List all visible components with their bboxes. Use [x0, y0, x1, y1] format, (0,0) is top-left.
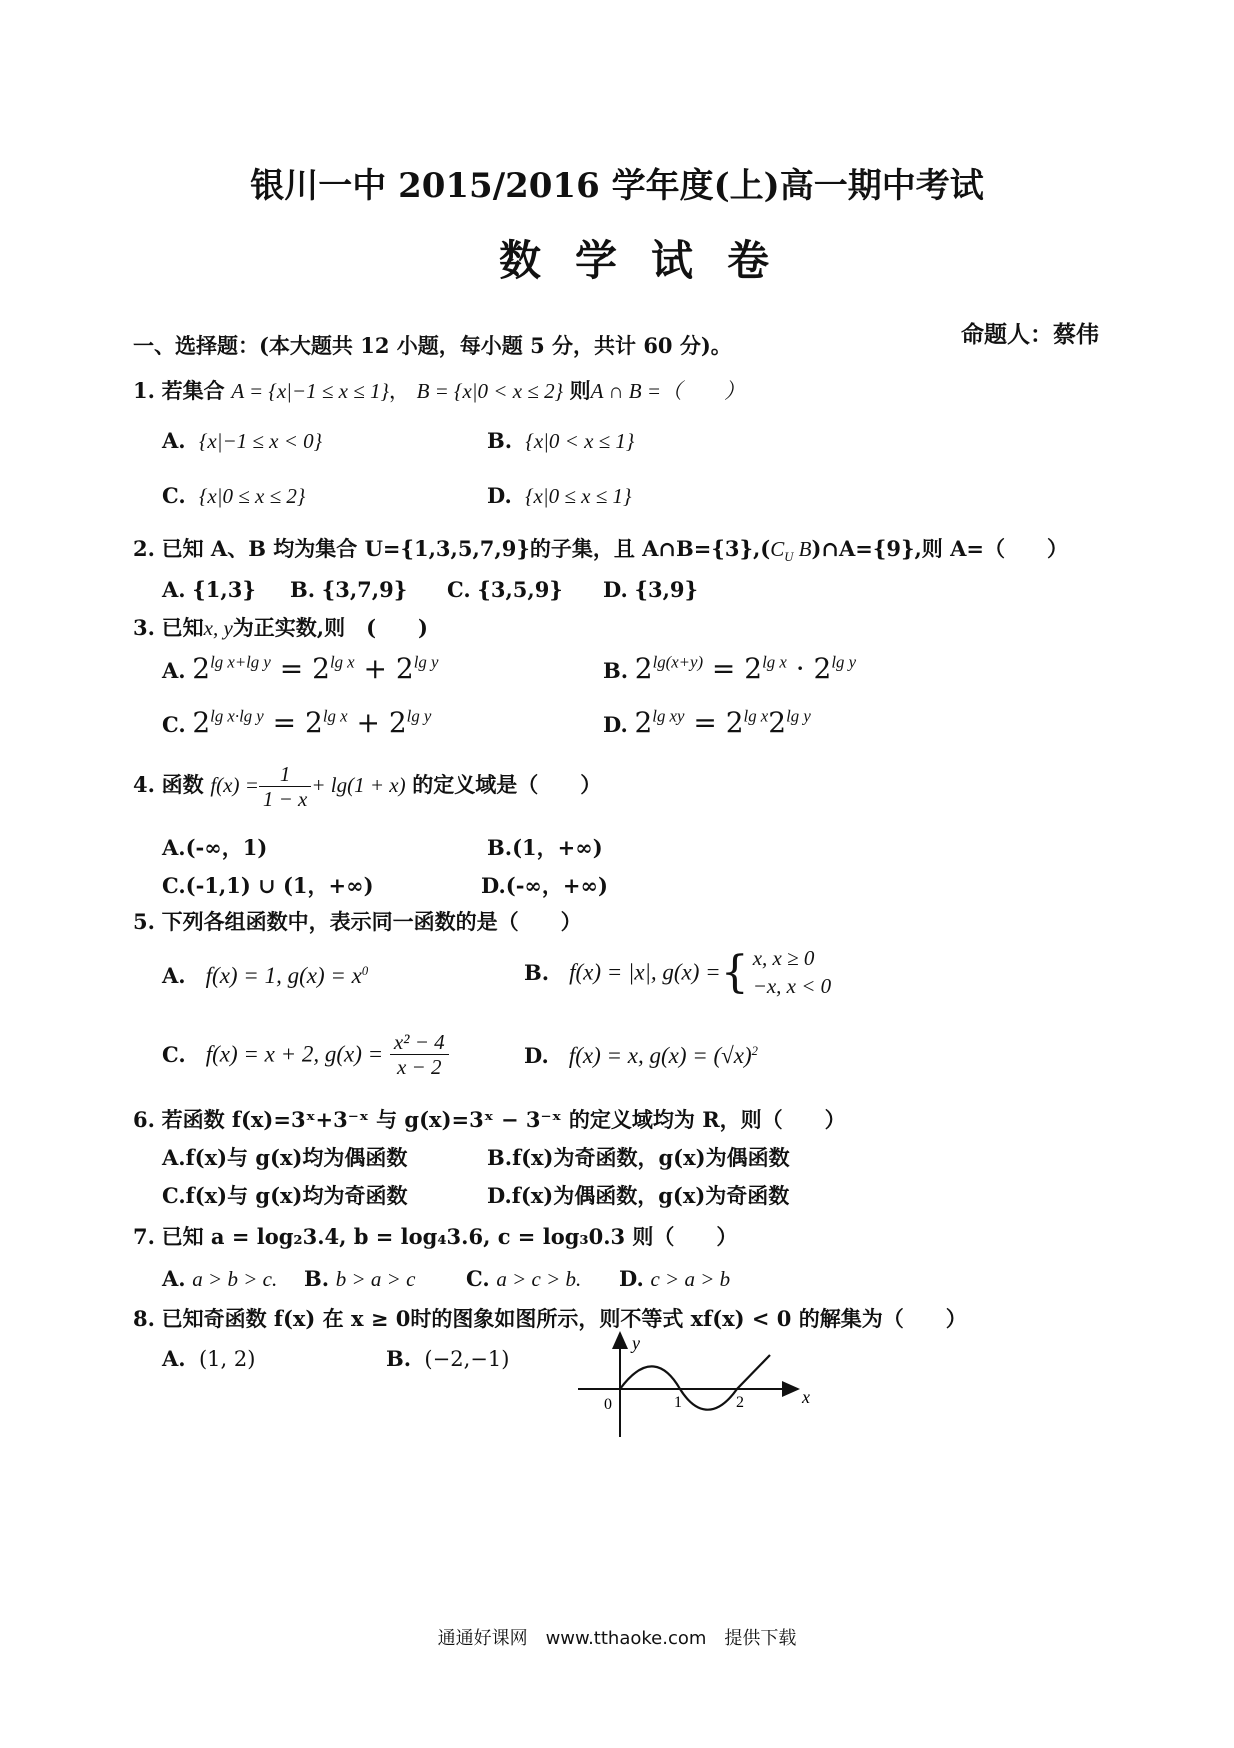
- question-number: 3.: [133, 615, 155, 640]
- q6-option-b: [487, 1142, 790, 1172]
- option-letter: D.: [524, 1043, 549, 1068]
- author-name: 蔡伟: [1053, 321, 1099, 348]
- option-text: {3,5,9}: [477, 577, 563, 602]
- q1-option-a: [162, 428, 322, 454]
- option-letter: C.: [162, 483, 186, 508]
- option-text: f(x) = x + 2, g(x) =: [205, 1041, 384, 1067]
- option-letter: A.: [162, 963, 186, 988]
- q2-option-b: [290, 577, 407, 602]
- question-3: [133, 612, 428, 642]
- q1-set-a: A = {x|−1 ≤ x ≤ 1}: [231, 379, 389, 403]
- q1-option-c: [162, 483, 305, 509]
- question-number: 7.: [133, 1224, 155, 1249]
- option-letter: C.: [162, 1042, 186, 1068]
- tick-label-1: 1: [674, 1394, 682, 1411]
- q3-option-d: [603, 706, 811, 739]
- curve: [620, 1355, 770, 1410]
- option-text: f(x)与 g(x)均为奇函数: [185, 1183, 408, 1208]
- q8-option-a: [162, 1346, 255, 1371]
- q2-option-c: [447, 577, 563, 602]
- option-letter: D.: [481, 873, 506, 898]
- option-letter: C.: [162, 712, 186, 737]
- option-text: {x|−1 ≤ x < 0}: [198, 429, 323, 453]
- question-number: 5.: [133, 909, 155, 934]
- q3-option-b: [603, 652, 856, 685]
- q6-option-c: [162, 1180, 407, 1210]
- question-number: 2.: [133, 536, 155, 561]
- option-exponent: 2: [751, 1044, 758, 1058]
- option-formula: $2^{lg xy} = 2^{lg x}2^{lg y}$: [634, 706, 811, 739]
- question-8: [133, 1303, 967, 1333]
- q1-question: A ∩ B =（ ）: [590, 379, 746, 403]
- option-text: {3,9}: [634, 577, 699, 602]
- option-text: f(x) = 1, g(x) = x: [205, 963, 362, 988]
- piecewise: [749, 944, 831, 1001]
- option-letter: D.: [603, 577, 628, 602]
- question-number: 6.: [133, 1107, 155, 1132]
- author-line: [961, 316, 1099, 349]
- question-1: [133, 375, 745, 405]
- q1-option-b: [487, 428, 634, 454]
- q4-option-a: [162, 832, 267, 862]
- q7-option-c: [466, 1266, 581, 1292]
- q4-fraction: $\frac{1}{1 - x}$: [259, 762, 312, 811]
- q5-stem: 下列各组函数中，表示同一函数的是（ ）: [161, 909, 582, 934]
- option-formula: $2^{lg x\cdot lg y} = 2^{lg x} + 2^{lg y}$: [192, 706, 432, 739]
- option-letter: B.: [487, 1145, 513, 1170]
- option-text: f(x)为奇函数，g(x)为偶函数: [512, 1145, 790, 1170]
- option-letter: C.: [162, 1183, 186, 1208]
- option-text: f(x) = |x|, g(x) =: [569, 959, 721, 985]
- q4-option-c: [162, 870, 374, 900]
- q3-vars: x, y: [203, 616, 233, 640]
- option-letter: A.: [162, 835, 186, 860]
- q1-stem-b: 则: [569, 378, 591, 403]
- option-formula: $2^{lg(x+y)} = 2^{lg x} \cdot 2^{lg y}$: [634, 652, 857, 685]
- y-axis-label: y: [632, 1333, 640, 1353]
- option-text: (1, 2): [198, 1347, 256, 1371]
- question-6: [133, 1104, 846, 1134]
- q7-option-b: [304, 1266, 415, 1292]
- q1-sep: ，: [388, 379, 410, 403]
- q2-option-a: [162, 577, 256, 602]
- q2-complement: $C_U$ B: [770, 537, 812, 565]
- q3-option-a: [162, 652, 438, 685]
- q2-option-d: [603, 577, 698, 602]
- option-letter: B.: [487, 835, 513, 860]
- option-letter: D.: [603, 712, 628, 737]
- option-text: {1,3}: [192, 577, 256, 602]
- option-text: c > a > b: [650, 1267, 731, 1291]
- option-letter: A.: [162, 577, 186, 602]
- subject-title: 数学试卷: [498, 236, 803, 285]
- option-formula: $2^{lg x+lg y} = 2^{lg x} + 2^{lg y}$: [192, 652, 439, 685]
- q4-stem-b: 的定义域是（ ）: [412, 772, 602, 798]
- option-letter: B.: [524, 959, 550, 985]
- tick-label-2: 2: [736, 1394, 744, 1411]
- q3-stem-b: 为正实数,则 ( ): [232, 615, 428, 640]
- q2-stem-a: 已知 A、B 均为集合 U={1,3,5,7,9}的子集，且 A∩B={3},(: [161, 536, 771, 561]
- x-axis-label: x: [802, 1387, 810, 1407]
- origin-label: 0: [604, 1396, 612, 1413]
- q6-stem: 若函数 f(x)=3ˣ+3⁻ˣ 与 g(x)=3ˣ − 3⁻ˣ 的定义域均为 R，则（ ）: [161, 1107, 846, 1132]
- function-graph: [570, 1325, 830, 1445]
- option-letter: A.: [162, 1145, 186, 1170]
- q4-fx: f(x) =: [210, 773, 259, 798]
- option-text: a > b > c.: [192, 1267, 278, 1291]
- option-text: (-1,1) ∪ (1，+∞): [185, 873, 374, 898]
- option-letter: A.: [162, 658, 186, 683]
- option-text: (-∞，1): [185, 835, 268, 860]
- option-letter: C.: [162, 873, 186, 898]
- q8-option-b: [386, 1346, 509, 1371]
- option-text: {3,7,9}: [321, 577, 408, 602]
- q3-option-c: [162, 706, 431, 739]
- option-text: {x|0 ≤ x ≤ 2}: [199, 484, 306, 508]
- option-text: (-∞，+∞): [505, 873, 608, 898]
- option-letter: D.: [487, 1183, 512, 1208]
- option-letter: B.: [487, 428, 513, 453]
- option-letter: A.: [162, 1266, 186, 1291]
- option-letter: C.: [447, 577, 471, 602]
- q5-option-a: [162, 963, 368, 989]
- q7-option-d: [619, 1266, 730, 1292]
- q3-stem-a: 已知: [161, 615, 204, 640]
- option-exponent: 0: [361, 964, 369, 978]
- option-text: {x|0 < x ≤ 1}: [525, 429, 635, 453]
- exam-title: 银川一中 2015/2016 学年度(上)高一期中考试: [250, 166, 984, 206]
- option-letter: B.: [290, 577, 316, 602]
- option-letter: A.: [162, 1346, 186, 1371]
- q2-stem-b: )∩A={9},则 A=（ ）: [811, 536, 1068, 561]
- option-letter: B.: [386, 1346, 412, 1371]
- q1-set-b: B = {x|0 < x ≤ 2}: [416, 379, 563, 403]
- option-text: b > a > c: [335, 1267, 416, 1291]
- q4-option-b: [487, 832, 603, 862]
- option-letter: B.: [603, 658, 629, 683]
- question-number: 4.: [133, 772, 155, 798]
- q6-option-a: [162, 1142, 407, 1172]
- option-text: a > c > b.: [496, 1267, 582, 1291]
- q8-stem: 已知奇函数 f(x) 在 x ≥ 0时的图象如图所示，则不等式 xf(x) < 0 的解集为（ ）: [161, 1306, 967, 1331]
- brace-symbol: {: [720, 946, 749, 998]
- option-letter: C.: [466, 1266, 490, 1291]
- option-letter: D.: [619, 1266, 644, 1291]
- section-heading: 一、选择题：(本大题共 12 小题，每小题 5 分，共计 60 分)。: [133, 333, 732, 358]
- option-letter: D.: [487, 483, 512, 508]
- question-2: [133, 533, 1068, 565]
- option-text: f(x) = x, g(x) = (√x): [568, 1043, 752, 1068]
- question-number: 1.: [133, 378, 155, 403]
- q7-stem: 已知 a = log₂3.4, b = log₄3.6, c = log₃0.3 则（ ）: [161, 1224, 738, 1249]
- q5-fraction: $\frac{\text{x² − 4}}{x - 2}$: [390, 1030, 449, 1079]
- question-number: 8.: [133, 1306, 155, 1331]
- question-7: [133, 1221, 737, 1251]
- option-letter: A.: [162, 428, 186, 453]
- q6-option-d: [487, 1180, 789, 1210]
- option-text: (1，+∞): [512, 835, 603, 860]
- option-text: {x|0 ≤ x ≤ 1}: [525, 484, 632, 508]
- q4-stem-a: 函数: [161, 772, 204, 798]
- q1-stem-a: 若集合: [161, 378, 225, 403]
- q1-option-d: [487, 483, 631, 509]
- q4-option-d: [481, 870, 608, 900]
- page-footer: 通通好课网 www.tthaoke.com 提供下载: [437, 1628, 797, 1649]
- option-text: f(x)与 g(x)均为偶函数: [185, 1145, 408, 1170]
- q5-option-d: [524, 1043, 758, 1069]
- q4-tail: + lg(1 + x): [311, 773, 406, 798]
- question-5: [133, 906, 582, 936]
- option-text: (−2,−1): [424, 1347, 510, 1371]
- question-4: [133, 762, 601, 811]
- option-text: f(x)为偶函数，g(x)为奇函数: [511, 1183, 790, 1208]
- q5-option-b: [524, 944, 831, 1001]
- piece-2: −x, x < 0: [752, 974, 832, 999]
- author-label: 命题人：: [961, 321, 1053, 348]
- q5-option-c: [162, 1030, 449, 1079]
- piece-1: x, x ≥ 0: [752, 946, 815, 970]
- q7-option-a: [162, 1266, 277, 1292]
- option-letter: B.: [304, 1266, 330, 1291]
